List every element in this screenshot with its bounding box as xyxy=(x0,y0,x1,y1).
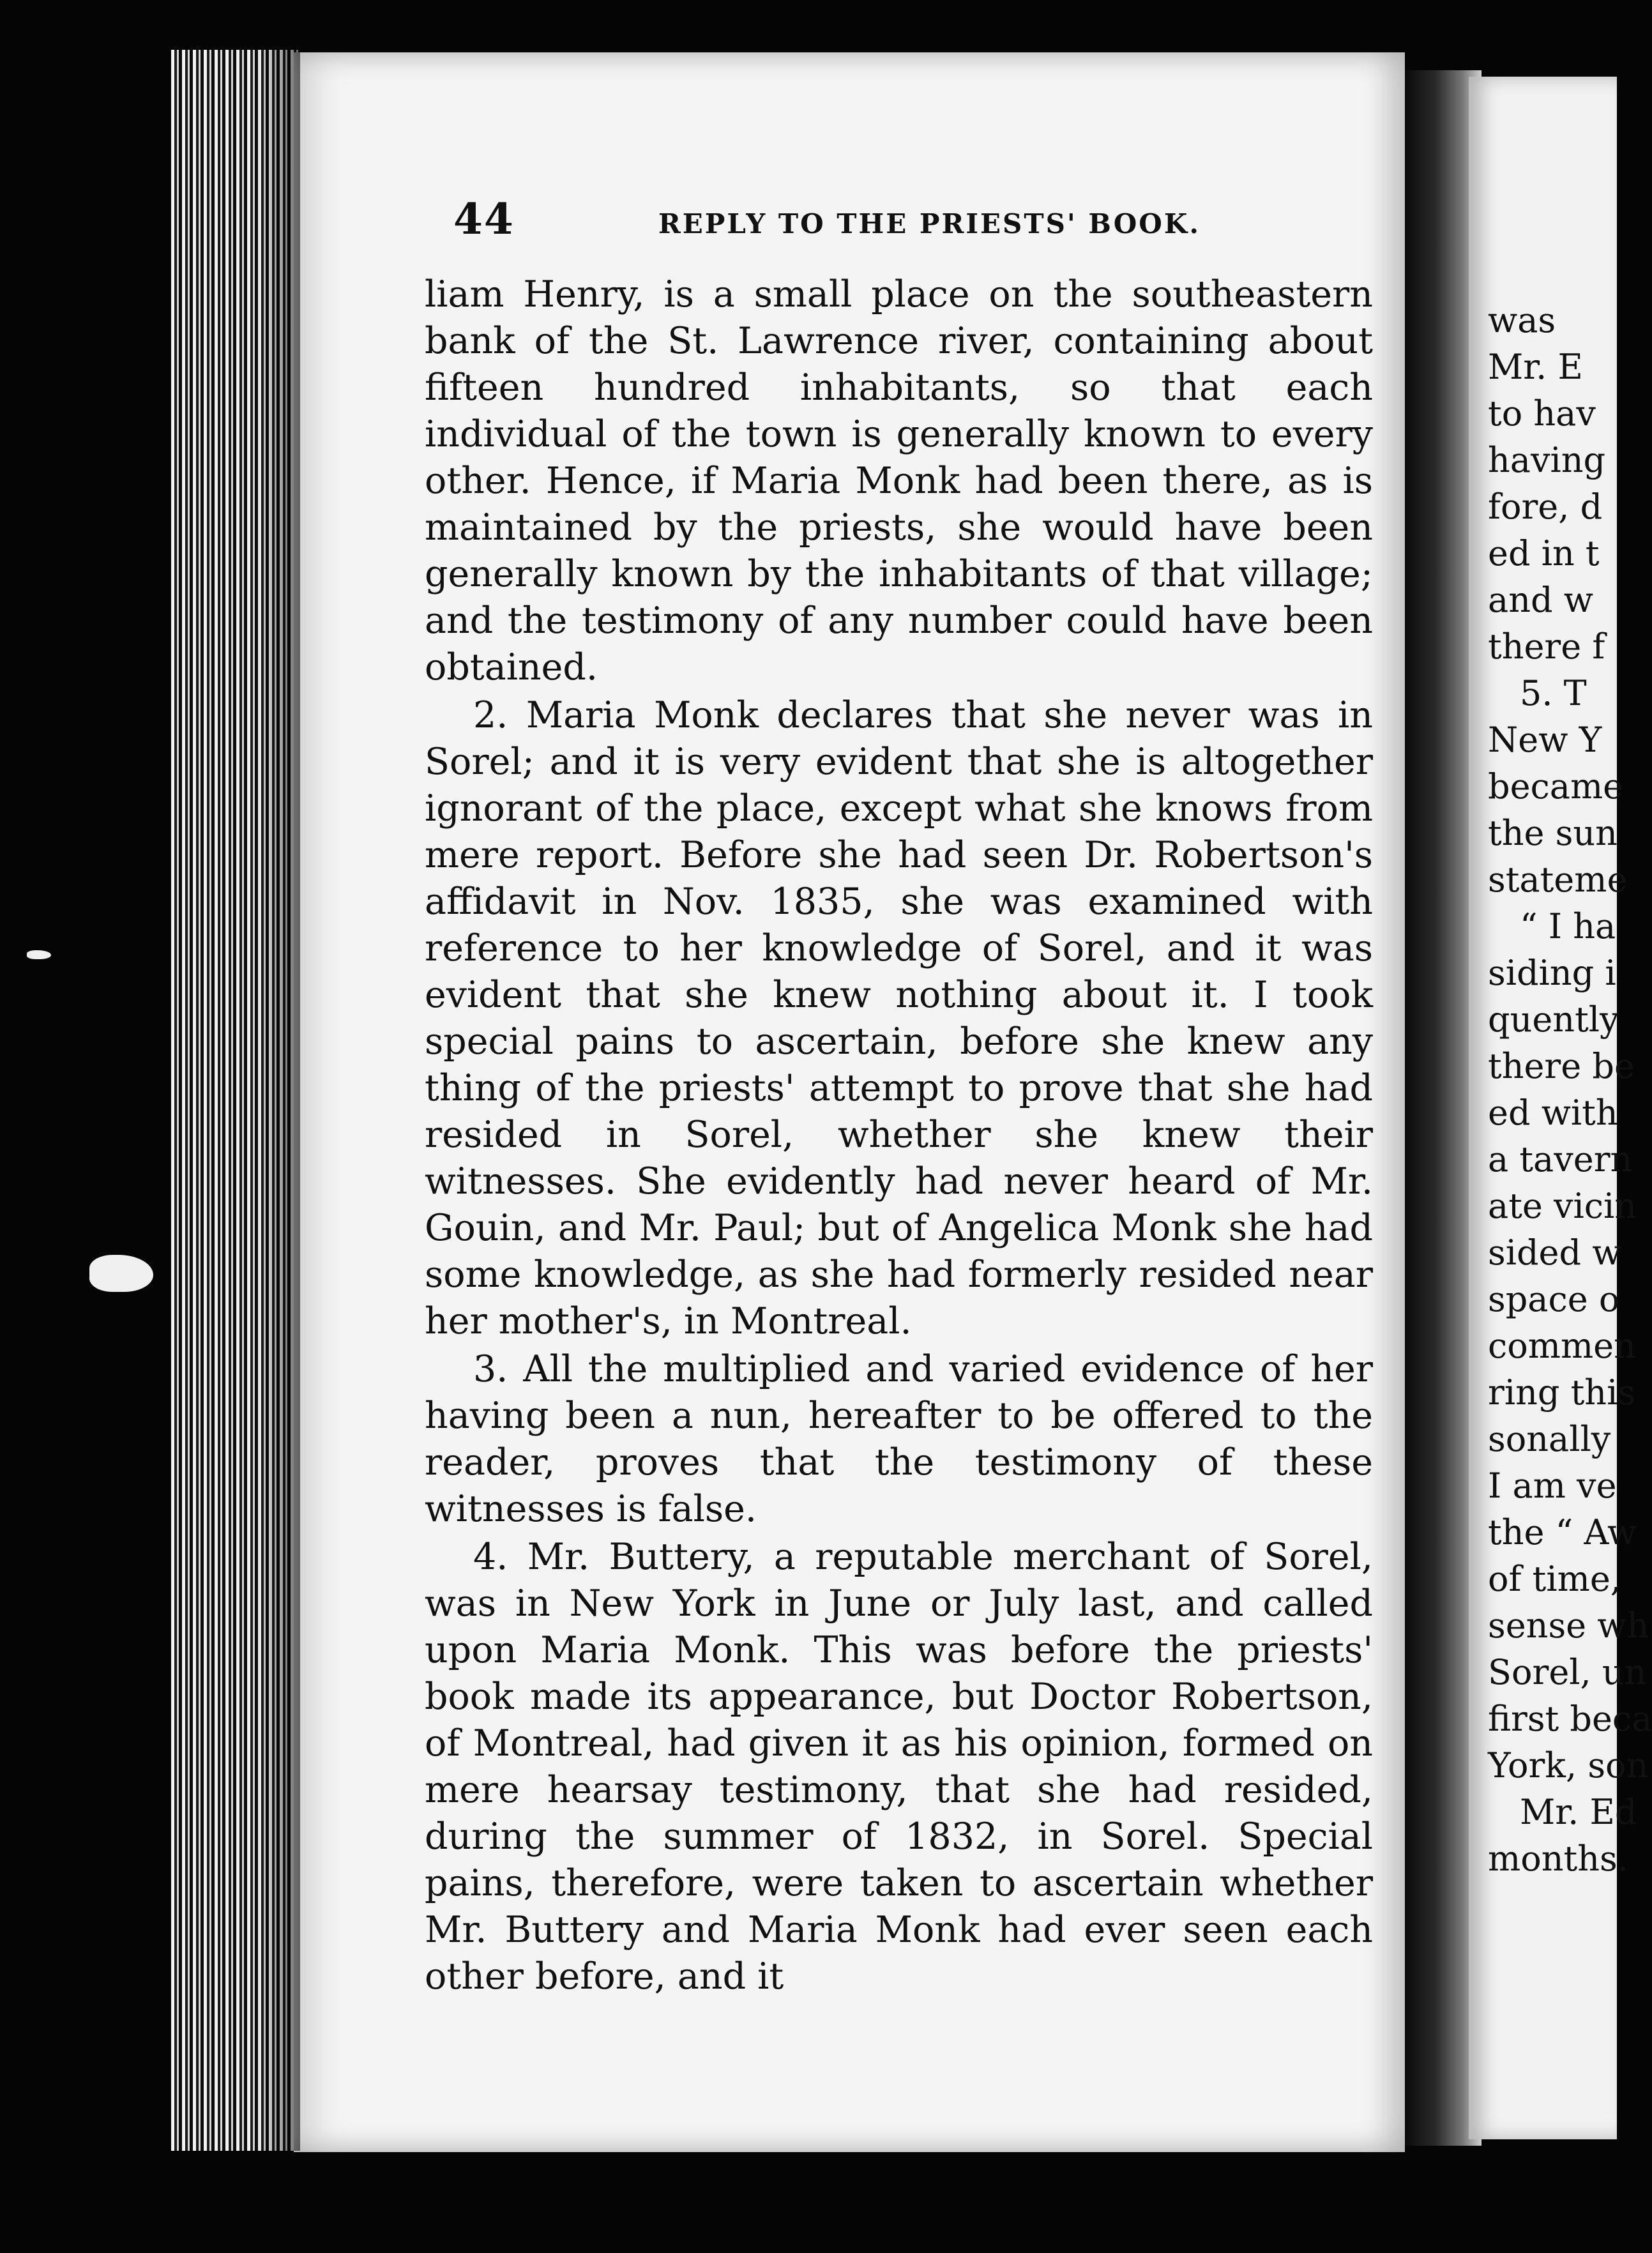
facing-page-line: siding i xyxy=(1488,953,1616,993)
facing-page-line: the “ Aw xyxy=(1488,1512,1637,1552)
facing-page-line: York, son xyxy=(1488,1745,1649,1786)
paper-fleck xyxy=(89,1255,153,1292)
facing-page-line: there be xyxy=(1488,1046,1635,1086)
facing-page-line: sense wh xyxy=(1488,1605,1649,1646)
facing-page-text xyxy=(1488,297,1652,1882)
facing-page-line: of time, xyxy=(1488,1559,1621,1599)
facing-page-line: Mr. Ed xyxy=(1520,1792,1637,1832)
paragraph: 2. Maria Monk declares that she never was in Sorel; and it is very evident that she is altogether ignorant of the place, except what she knows from mere report. Before she had seen Dr. Robertson's affidavit in Nov. 1835, she was examined with reference to her knowledge of Sorel, and it was evident that she knew nothing about it. I took special pains to ascertain, before she knew any thing of the priests' attempt to prove that she had resided in Sorel, whether she knew their witnesses. She evidently had never heard of Mr. Gouin, and Mr. Paul; but of Angelica Monk she had some knowledge, as she had formerly resided near her mother's, in Montreal. xyxy=(425,694,1373,1342)
facing-page-line: sided w xyxy=(1488,1233,1622,1273)
running-title: REPLY TO THE PRIESTS' BOOK. xyxy=(658,208,1201,239)
facing-page-line: 5. T xyxy=(1520,673,1587,713)
paragraph: 4. Mr. Buttery, a reputable merchant of Sorel, was in New York in June or July last, and called upon Maria Monk. This was before the priests' book made its appearance, but Doctor Robertson, of Montreal, had given it as his opinion, formed on mere hearsay testimony, that she had resided, during the summer of 1832, in Sorel. Special pains, therefore, were taken to ascertain whether Mr. Buttery and Maria Monk had ever seen each other before, and it xyxy=(425,1536,1373,1998)
facing-page-line: I am ve xyxy=(1488,1466,1617,1506)
facing-page-line: and w xyxy=(1488,580,1593,620)
facing-page-line: ring this xyxy=(1488,1372,1636,1413)
facing-page-line: space o xyxy=(1488,1279,1620,1319)
facing-page-line: the sun xyxy=(1488,813,1618,853)
facing-page-line: ate vicin xyxy=(1488,1186,1637,1226)
facing-page-line: ed in t xyxy=(1488,533,1600,573)
paragraph: liam Henry, is a small place on the southeastern bank of the St. Lawrence river, containing about fifteen hundred inhabitants, so that each individual of the town is generally known to every other. Hence, if Maria Monk had been there, as is maintained by the priests, she would have been generally known by the inhabitants of that village; and the testimony of any number could have been obtained. xyxy=(425,273,1373,688)
facing-page-line: Mr. E xyxy=(1488,347,1583,387)
page-body-text xyxy=(425,271,1373,2000)
facing-page-line: months. xyxy=(1488,1839,1628,1879)
facing-page-line: sonally xyxy=(1488,1419,1611,1459)
facing-page-line: stateme xyxy=(1488,860,1628,900)
facing-page-line: became xyxy=(1488,766,1624,807)
page-edge-shadow xyxy=(255,50,300,2151)
facing-page-line: Sorel, un xyxy=(1488,1652,1647,1692)
page-header xyxy=(453,190,1201,248)
facing-page-line: having xyxy=(1488,440,1606,480)
facing-page-line: quently xyxy=(1488,999,1619,1040)
page-number: 44 xyxy=(453,194,515,244)
facing-page-line: a tavern xyxy=(1488,1139,1633,1180)
paragraph: 3. All the multiplied and varied evidence of her having been a nun, hereafter to be offered to the reader, proves that the testimony of these witnesses is false. xyxy=(425,1348,1373,1530)
paper-fleck xyxy=(27,950,51,959)
facing-page-line: fore, d xyxy=(1488,487,1603,527)
facing-page-line: was xyxy=(1488,300,1556,340)
facing-page-line: to hav xyxy=(1488,393,1596,434)
facing-page-line: New Y xyxy=(1488,720,1602,760)
facing-page-line: ed with xyxy=(1488,1093,1618,1133)
facing-page-line: commen xyxy=(1488,1326,1636,1366)
facing-page-line: first beca xyxy=(1488,1699,1652,1739)
facing-page-line: there f xyxy=(1488,626,1605,667)
facing-page-line: “ I ha xyxy=(1520,906,1616,946)
